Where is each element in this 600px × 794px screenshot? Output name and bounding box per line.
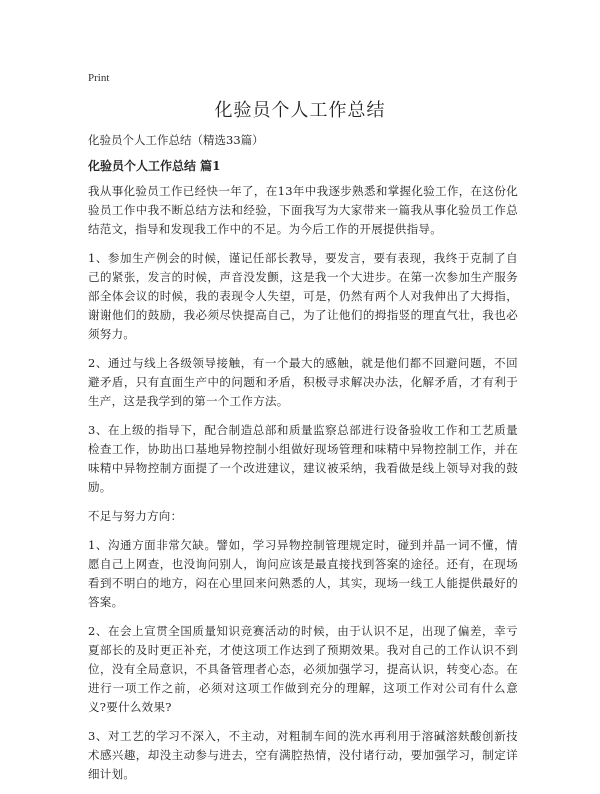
shortcoming-3: 3、对工艺的学习不深入，不主动，对粗制车间的洗水再利用于溶碱溶麸酸创新技术感兴趣，却没主动参与进去，空有满腔热情，没付诸行动，要加强学习，制定详细计划。 <box>88 729 518 781</box>
paragraph-2: 2、通过与线上各级领导接触，有一个最大的感触，就是他们都不回避问题，不回避矛盾，只有直面生产中的问题和矛盾，积极寻求解决办法，化解矛盾，才有利于生产，这是我学到的第一个工作方法。 <box>88 356 518 408</box>
paragraph-intro: 我从事化验员工作已经快一年了，在13年中我逐步熟悉和掌握化验工作，在这份化验员工作中我不断总结方法和经验，下面我写为大家带来一篇我从事化验员工作总结范文，指导和发现我工作中的不足。为今后工作的开展提供指导。 <box>88 184 518 236</box>
paragraph-1: 1、参加生产例会的时候，谨记任部长教导，要发言，要有表现，我终于克制了自己的紧张，发言的时候，声音没发颤，这是我一个大进步。在第一次参加生产服务部全体会议的时候，我的表现令人失望，可是，仍然有两个人对我伸出了大拇指，谢谢他们的鼓励，我必须尽快提高自己，为了让他们的拇指竖的理直气壮，我也必须努力。 <box>88 251 518 341</box>
section-heading: 化验员个人工作总结 篇1 <box>88 159 221 173</box>
shortcomings-heading: 不足与努力方向： <box>88 509 183 523</box>
document-title: 化验员个人工作总结 <box>214 100 386 121</box>
document-body <box>88 182 518 794</box>
document-subtitle: 化验员个人工作总结（精选33篇） <box>88 133 264 147</box>
shortcoming-2: 2、在会上宣贯全国质量知识竞赛活动的时候，由于认识不足，出现了偏差，幸亏夏部长的及时更正补充，才使这项工作达到了预期效果。我对自己的工作认识不到位，没有全局意识，不具备管理者心态，必须加强学习，提高认识，转变心态。在进行一项工作之前，必须对这项工作做到充分的理解，这项工作对公司有什么意义?要什么效果? <box>88 624 518 714</box>
print-link[interactable]: Print <box>88 72 110 84</box>
shortcoming-1: 1、沟通方面非常欠缺。譬如，学习异物控制管理规定时，碰到并晶一词不懂，情愿自己上网查，也没询问别人，询问应该是最直接找到答案的途径。还有，在现场看到不明白的地方，闷在心里回来问熟悉的人，其实，现场一线工人能提供最好的答案。 <box>88 538 518 609</box>
paragraph-3: 3、在上级的指导下，配合制造总部和质量监察总部进行设备验收工作和工艺质量检查工作，协助出口基地异物控制小组做好现场管理和味精中异物控制工作，并在味精中异物控制方面提了一个改进建议，建议被采纳，我看做是线上领导对我的鼓励。 <box>88 423 518 494</box>
